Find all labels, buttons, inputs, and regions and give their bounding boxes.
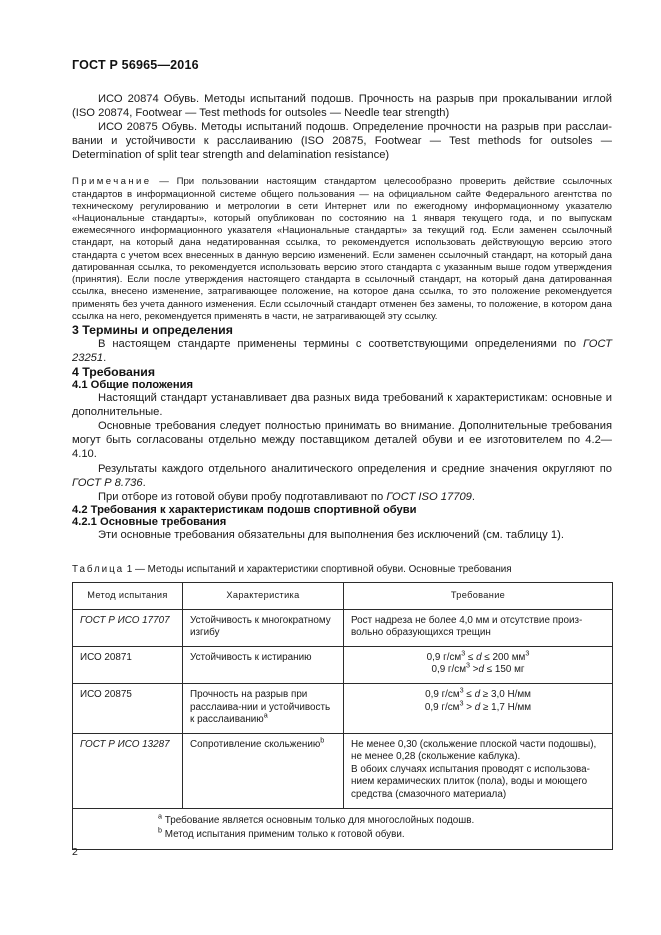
method-label: ИСО 20875 (80, 688, 132, 700)
ref-gost-iso-17709: ГОСТ ISO 17709 (386, 490, 472, 503)
footnote-marker: a (158, 811, 162, 821)
cell-method (73, 683, 183, 733)
cell-requirement (344, 733, 613, 808)
cell-requirement (344, 609, 613, 646)
table-caption-rest: 1 — Методы испытаний и характеристики спортивной обуви. Основные требования (124, 563, 512, 575)
requirement-line: 0,9 $г/см^3 \le d \ge 3,0$ Н/мм (425, 685, 531, 700)
footnote-text: Метод испытания применим только к готовой обуви. (162, 829, 405, 841)
table-body (73, 609, 613, 808)
method-label: ИСО 20871 (80, 651, 132, 663)
table-header-row (73, 582, 613, 609)
section-4-1-para-3-pre: Результаты каждого отдельного аналитического определения и средние значения округляют по (98, 462, 612, 475)
reference-line: вании и устойчивости к расслаиванию (ISO 20875, Footwear — Test methods for outsoles — Determination (72, 135, 612, 162)
column-header-characteristic: Характеристика (183, 582, 344, 609)
reference-line: (ISO 20874, Footwear — Test methods for outsoles — Needle tear strength) (72, 107, 450, 120)
reference-line: ИСО 20875 Обувь. Методы испытаний подошв. Определение прочности на разрыв при расслаи- (98, 121, 612, 134)
note-dash: — (151, 176, 177, 188)
note-block (72, 176, 612, 322)
cell-characteristic (183, 609, 344, 646)
cell-characteristic (183, 733, 344, 808)
cell-method (73, 646, 183, 683)
section-3-text-post: . (103, 352, 107, 364)
table-footnotes-cell (73, 808, 613, 849)
cell-characteristic (183, 683, 344, 733)
requirement-line: 0,9 $г/см^3 \le d \le 200$ $мм^3$ (426, 648, 530, 663)
cell-method (73, 609, 183, 646)
footnote-marker: a (263, 710, 268, 720)
table-caption (72, 564, 612, 575)
table-row (73, 683, 613, 733)
characteristic-label: Устойчивость к истиранию (190, 651, 312, 663)
cell-method (73, 733, 183, 808)
section-4-1-para-3 (72, 462, 612, 490)
heading-section-4: 4 Требования (72, 365, 155, 380)
table-footnotes-row (73, 808, 613, 849)
heading-section-4-1: 4.1 Общие положения (72, 379, 194, 392)
column-header-requirement: Требование (344, 582, 613, 609)
table-row (73, 609, 613, 646)
footnote-marker: b (158, 825, 162, 835)
heading-section-4-2: 4.2 Требования к характеристикам подошв спортивной обуви (72, 503, 417, 516)
table-caption-label: Таблица (72, 563, 125, 575)
heading-section-4-2-1: 4.2.1 Основные требования (72, 515, 227, 528)
section-4-1-para-3-post: . (142, 476, 146, 489)
characteristic-label: Устойчивость к многократному изгибу (190, 614, 331, 639)
cell-requirement (344, 646, 613, 683)
reference-item-iso20875 (72, 120, 612, 162)
ref-gost-r-8736: ГОСТ Р 8.736 (72, 476, 143, 489)
characteristic-label: Прочность на разрыв при расслаива-нии и устойчивость к расслаиванию (190, 688, 331, 726)
running-header: ГОСТ Р 56965—2016 (72, 58, 199, 72)
page-content (72, 0, 612, 850)
method-label: ГОСТ Р ИСО 17707 (80, 614, 170, 626)
requirements-table (72, 582, 613, 850)
reference-line: of split tear strength and delamination resistance) (144, 149, 390, 162)
cell-characteristic (183, 646, 344, 683)
reference-item-iso20874 (72, 92, 612, 120)
cell-requirement (344, 683, 613, 733)
footnote-marker: b (320, 735, 325, 745)
requirement-line: Рост надреза не более 4,0 мм и отсутствие произ-вольно образующихся трещин (351, 614, 583, 639)
requirement-line: В обоих случаях испытания проводят с использова-нием керамических плиток (пола), воды и моющего средства (смазочного материала) (351, 763, 590, 801)
characteristic-label: Сопротивление скольжению (190, 738, 321, 750)
requirement-line: 0,9 $г/см^3 > d \ge 1,7$ Н/мм (424, 698, 532, 713)
note-label: Примечание (72, 176, 152, 188)
table-footnote (80, 825, 605, 843)
section-4-1-para-4 (72, 490, 612, 504)
ref-gost-23251: ГОСТ 23251 (72, 337, 612, 364)
section-4-1-para-1: Настоящий стандарт устанавливает два разных вида требований к характеристикам: основные и дополнительные. (72, 392, 612, 419)
section-4-1-para-2: Основные требования следует полностью принимать во внимание. Дополнительные требования могут быть согласованы отдельно между поставщиком деталей обуви и ее изготовителем по 4.2—4.10. (72, 420, 612, 461)
section-4-1-para-4-pre: При отборе из готовой обуви пробу подготавливают по (98, 490, 387, 503)
footnote-text: Требование является основным только для многослойных подошв. (162, 814, 475, 826)
table-row (73, 733, 613, 808)
section-4-1-para-4-post: . (471, 490, 475, 503)
section-4-2-1-body: Эти основные требования обязательны для выполнения без исключений (см. таблицу 1). (98, 528, 564, 541)
requirement-line: Не менее 0,30 (скольжение плоской части подошвы), не менее 0,28 (скольжение каблука). (351, 738, 597, 763)
note-text: При пользовании настоящим стандартом целесообразно проверить действие ссылочных стандартов в информационной системе общего пользования — на официальном сайте Федерального агентства по техническому регулированию и метрологии в сети Интернет или по ежегодному информационному указателю «Национальные стандарты», который опубликован по состоянию на 1 января текущего года, и по выпускам ежемесячного информационного указателя «Национальные стандарты» за текущий год. Если заменен ссылочный стандарт, на который дана недатированная ссылка, то рекомендуется использовать действующую версию этого стандарта с учетом всех внесенных в данную версию изменений. Если заменен ссылочный стандарт, на который дана датированная ссылка, то рекомендуется использовать версию этого стандарта с указанным выше годом утверждения (принятия). Если после утверждения настоящего стандарта в ссылочный стандарт, на который дана датированная ссылка, внесено изменение, затрагивающее положение, на которое дана ссылка, то это положение рекомендуется применять без учета данного изменения. Если ссылочный стандарт отменен без замены, то положение, в котором дана ссылка на него, рекомендуется применять в части, не затрагивающей эту ссылку. (72, 176, 612, 322)
heading-section-3: 3 Термины и определения (72, 322, 233, 337)
reference-line: ИСО 20874 Обувь. Методы испытаний подошв. Прочность на разрыв при прокалывании иглой (98, 93, 612, 105)
section-3-body (72, 337, 612, 365)
column-header-method: Метод испытания (73, 582, 183, 609)
page-number: 2 (72, 846, 78, 858)
requirement-line: 0,9 $г/см^3 >d \le 150$ мг (431, 661, 525, 676)
table-row (73, 646, 613, 683)
section-3-text-pre: В настоящем стандарте применены термины с соответствующими определениями по (98, 337, 584, 350)
method-label: ГОСТ Р ИСО 13287 (80, 738, 170, 750)
